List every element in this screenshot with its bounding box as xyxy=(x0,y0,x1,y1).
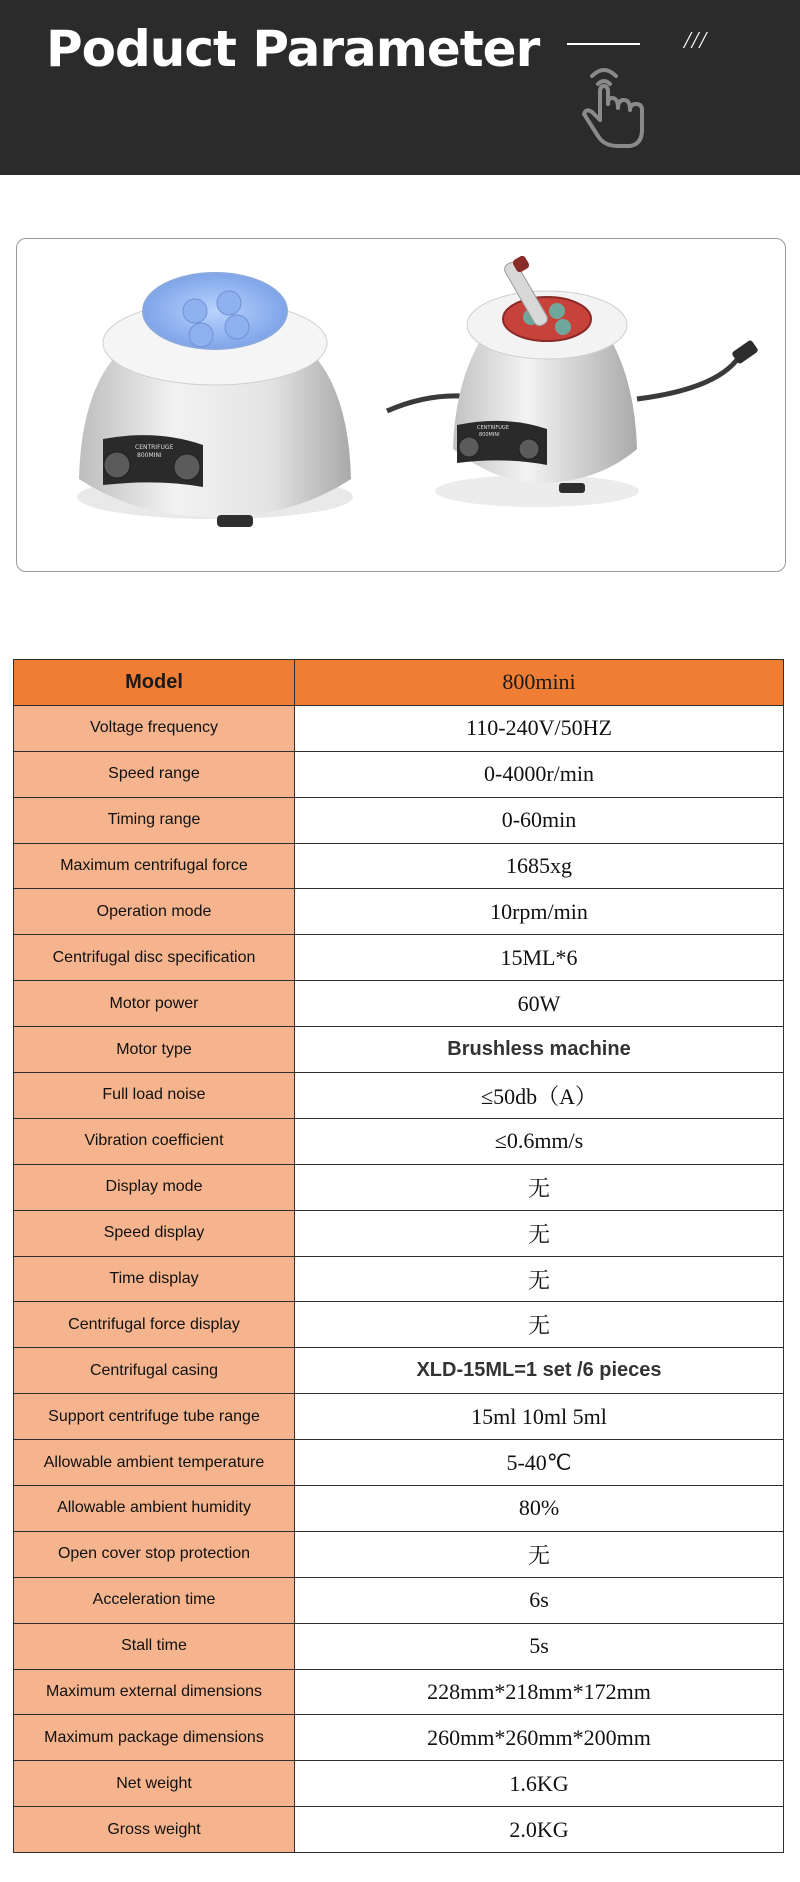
spec-label: Centrifugal force display xyxy=(14,1302,295,1348)
spec-value: 2.0KG xyxy=(295,1807,784,1853)
spec-label: Voltage frequency xyxy=(14,705,295,751)
table-row xyxy=(14,797,784,843)
spec-label: Net weight xyxy=(14,1761,295,1807)
spec-value: Brushless machine xyxy=(295,1027,784,1073)
table-row xyxy=(14,751,784,797)
header-divider xyxy=(567,43,640,45)
spec-value: 5s xyxy=(295,1623,784,1669)
table-row xyxy=(14,1394,784,1440)
spec-value: 0-4000r/min xyxy=(295,751,784,797)
table-row xyxy=(14,1623,784,1669)
spec-value: 无 xyxy=(295,1302,784,1348)
spec-value: 800mini xyxy=(295,660,784,706)
spec-label: Maximum centrifugal force xyxy=(14,843,295,889)
table-row xyxy=(14,1715,784,1761)
spec-label: Gross weight xyxy=(14,1807,295,1853)
table-row xyxy=(14,1302,784,1348)
spec-label: Maximum external dimensions xyxy=(14,1669,295,1715)
spec-value: 15ml 10ml 5ml xyxy=(295,1394,784,1440)
spec-label: Time display xyxy=(14,1256,295,1302)
spec-label: Support centrifuge tube range xyxy=(14,1394,295,1440)
spec-label: Speed range xyxy=(14,751,295,797)
table-row xyxy=(14,1577,784,1623)
spec-label: Operation mode xyxy=(14,889,295,935)
table-row xyxy=(14,1118,784,1164)
pointing-hand-icon xyxy=(578,62,650,152)
spec-label: Full load noise xyxy=(14,1073,295,1119)
product-photo xyxy=(16,238,786,572)
spec-value: 260mm*260mm*200mm xyxy=(295,1715,784,1761)
spec-label: Timing range xyxy=(14,797,295,843)
table-row xyxy=(14,1440,784,1486)
table-row xyxy=(14,1761,784,1807)
page-title: Poduct Parameter xyxy=(46,20,540,78)
spec-value: 60W xyxy=(295,981,784,1027)
table-row xyxy=(14,1807,784,1853)
spec-value: 无 xyxy=(295,1210,784,1256)
table-row-header xyxy=(14,660,784,706)
table-row xyxy=(14,1027,784,1073)
spec-label: Speed display xyxy=(14,1210,295,1256)
centrifuge-illustration xyxy=(17,239,785,571)
spec-value: 6s xyxy=(295,1577,784,1623)
spec-value: 无 xyxy=(295,1164,784,1210)
spec-label: Model xyxy=(14,660,295,706)
table-row xyxy=(14,1348,784,1394)
header-slashes: /// xyxy=(684,28,708,54)
spec-value: 15ML*6 xyxy=(295,935,784,981)
spec-label: Stall time xyxy=(14,1623,295,1669)
header-banner xyxy=(0,0,800,175)
spec-value: 110-240V/50HZ xyxy=(295,705,784,751)
table-row xyxy=(14,705,784,751)
table-row xyxy=(14,981,784,1027)
left-panel-label: CENTRIFUGE xyxy=(135,444,174,451)
table-row xyxy=(14,1210,784,1256)
table-row xyxy=(14,1669,784,1715)
table-row xyxy=(14,1073,784,1119)
table-row xyxy=(14,1164,784,1210)
spec-label: Acceleration time xyxy=(14,1577,295,1623)
table-row xyxy=(14,889,784,935)
spec-label: Centrifugal disc specification xyxy=(14,935,295,981)
table-row xyxy=(14,1531,784,1577)
spec-value: 1.6KG xyxy=(295,1761,784,1807)
spec-value: ≤50db（A） xyxy=(295,1073,784,1119)
spec-value: 80% xyxy=(295,1486,784,1532)
right-panel-model: 800MINI xyxy=(479,432,500,438)
table-row xyxy=(14,1256,784,1302)
spec-value: XLD-15ML=1 set /6 pieces xyxy=(295,1348,784,1394)
spec-value: 10rpm/min xyxy=(295,889,784,935)
spec-label: Vibration coefficient xyxy=(14,1118,295,1164)
spec-label: Display mode xyxy=(14,1164,295,1210)
spec-label: Maximum package dimensions xyxy=(14,1715,295,1761)
spec-value: 228mm*218mm*172mm xyxy=(295,1669,784,1715)
spec-value: 1685xg xyxy=(295,843,784,889)
right-panel-label: CENTRIFUGE xyxy=(477,425,509,431)
spec-label: Centrifugal casing xyxy=(14,1348,295,1394)
table-row xyxy=(14,935,784,981)
spec-table xyxy=(13,659,784,1853)
table-row xyxy=(14,1486,784,1532)
spec-label: Motor type xyxy=(14,1027,295,1073)
spec-value: 无 xyxy=(295,1531,784,1577)
spec-value: ≤0.6mm/s xyxy=(295,1118,784,1164)
spec-value: 无 xyxy=(295,1256,784,1302)
left-panel-model: 800MINI xyxy=(137,452,162,459)
spec-value: 5-40℃ xyxy=(295,1440,784,1486)
table-row xyxy=(14,843,784,889)
spec-value: 0-60min xyxy=(295,797,784,843)
spec-label: Motor power xyxy=(14,981,295,1027)
spec-label: Allowable ambient humidity xyxy=(14,1486,295,1532)
spec-label: Open cover stop protection xyxy=(14,1531,295,1577)
spec-label: Allowable ambient temperature xyxy=(14,1440,295,1486)
